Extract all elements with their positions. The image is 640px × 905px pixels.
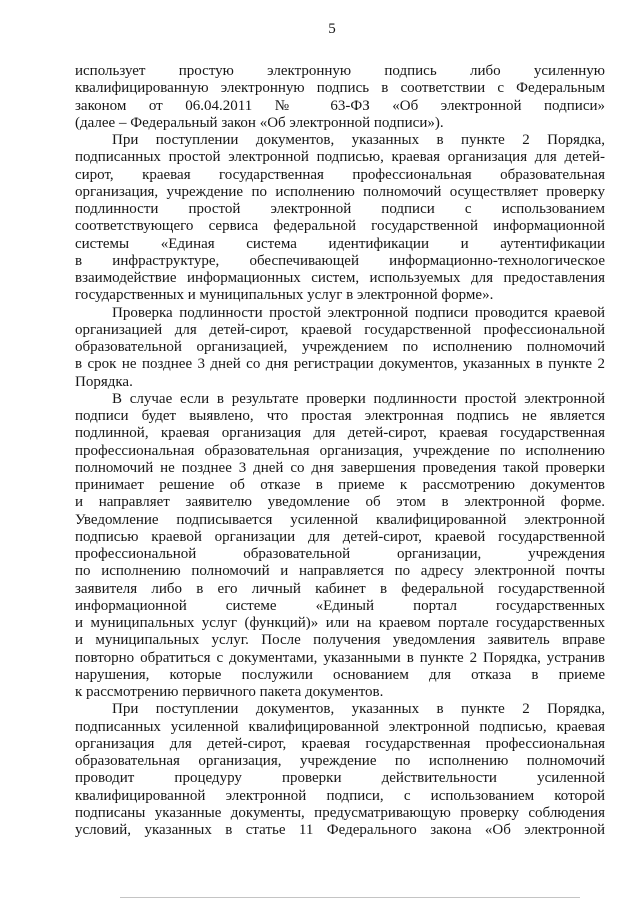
text-line: организация, учреждение по исполнению полномочий осуществляет проверку — [75, 183, 605, 200]
text-line: по исполнению полномочий и направляется по адресу электронной почты — [75, 563, 605, 580]
text-line: законом от 06.04.2011 № 63-ФЗ «Об электронной подписи» — [75, 97, 605, 114]
text-line: подлинной, краевая организация для детей-сирот, краевая государственная — [75, 425, 605, 442]
body-text — [75, 63, 605, 839]
text-line: квалифицированной электронной подписи, с использованием которой — [75, 787, 605, 804]
text-line: подлинности простой электронной подписи с использованием — [75, 201, 605, 217]
text-line: взаимодействие информационных систем, используемых для предоставления — [75, 270, 605, 286]
text-line: в инфраструктуре, обеспечивающей информационно-технологическое — [75, 252, 605, 269]
text-line: Уведомление подписывается усиленной квалифицированной электронной — [75, 511, 605, 528]
text-line: образовательная организация, учреждение по исполнению полномочий — [75, 753, 605, 769]
text-line: нарушения, которые послужили основанием для отказа в приеме — [75, 666, 605, 683]
text-line: сирот, краевая государственная профессиональная образовательная — [75, 166, 605, 183]
text-line: При поступлении документов, указанных в пункте 2 Порядка, — [112, 132, 605, 148]
text-line: к рассмотрению первичного пакета документов. — [75, 684, 384, 700]
paragraph-4 — [75, 391, 605, 702]
text-line: условий, указанных в статье 11 Федерального закона «Об электронной — [75, 822, 605, 838]
text-line: подписанных простой электронной подписью, краевая организация для детей- — [75, 149, 605, 166]
text-line: профессиональной образовательной организации, учреждения — [75, 546, 605, 562]
text-line: (далее – Федеральный закон «Об электронной подписи»). — [75, 114, 444, 131]
text-line: повторно обратиться с документами, указанными в пункте 2 Порядка, устранив — [75, 649, 605, 666]
page-bottom-rule — [120, 897, 580, 898]
text-line: организация для детей-сирот, краевая государственная профессиональная — [75, 735, 605, 752]
text-line: использует простую электронную подпись либо усиленную — [75, 63, 605, 79]
text-line: подписи будет выявлено, что простая электронная подпись не является — [75, 408, 605, 424]
text-line: Проверка подлинности простой электронной подписи проводится краевой — [112, 304, 605, 321]
text-line: и муниципальных услуг. После получения уведомления заявитель вправе — [75, 632, 605, 649]
text-line: и направляет заявителю уведомление об этом в электронной форме. — [75, 494, 605, 511]
paragraph-3 — [75, 305, 605, 391]
text-line: Порядка. — [75, 373, 133, 390]
text-line: организацией для детей-сирот, краевой государственной профессиональной — [75, 321, 605, 338]
text-line: информационной системе «Единый портал государственных — [75, 597, 605, 614]
text-line: квалифицированную электронную подпись в соответствии с Федеральным — [75, 80, 605, 97]
text-line: В случае если в результате проверки подлинности простой электронной — [112, 390, 605, 407]
text-line: соответствующего сервиса федеральной государственной информационной — [75, 218, 605, 235]
text-line: подписаны указанные документы, предусматривающую проверку соблюдения — [75, 804, 605, 821]
text-line: государственных и муниципальных услуг в электронной форме». — [75, 287, 494, 304]
page-number: 5 — [328, 21, 336, 37]
text-line: полномочий не позднее 3 дней со дня завершения проведения такой проверки — [75, 459, 605, 476]
text-line: проводит процедуру проверки действительности усиленной — [75, 770, 605, 787]
text-line: и муниципальных услуг (функций)» или на краевом портале государственных — [75, 615, 605, 631]
text-line: профессиональная образовательная организация, учреждение по исполнению — [75, 442, 605, 459]
text-line: заявителя либо в его личный кабинет в федеральной государственной — [75, 580, 605, 597]
text-line: принимает решение об отказе в приеме к рассмотрению документов — [75, 477, 605, 493]
text-line: системы «Единая система идентификации и аутентификации — [75, 235, 605, 252]
paragraph-1 — [75, 63, 605, 132]
text-line: образовательной организацией, учреждением по исполнению полномочий — [75, 339, 605, 355]
text-line: подписью краевой организации для детей-сирот, краевой государственной — [75, 528, 605, 545]
text-line: в срок не позднее 3 дней со дня регистрации документов, указанных в пункте 2 — [75, 356, 605, 373]
paragraph-2 — [75, 132, 605, 305]
text-line: При поступлении документов, указанных в пункте 2 Порядка, — [112, 701, 605, 718]
paragraph-5 — [75, 701, 605, 839]
text-line: подписанных усиленной квалифицированной электронной подписью, краевая — [75, 718, 605, 735]
